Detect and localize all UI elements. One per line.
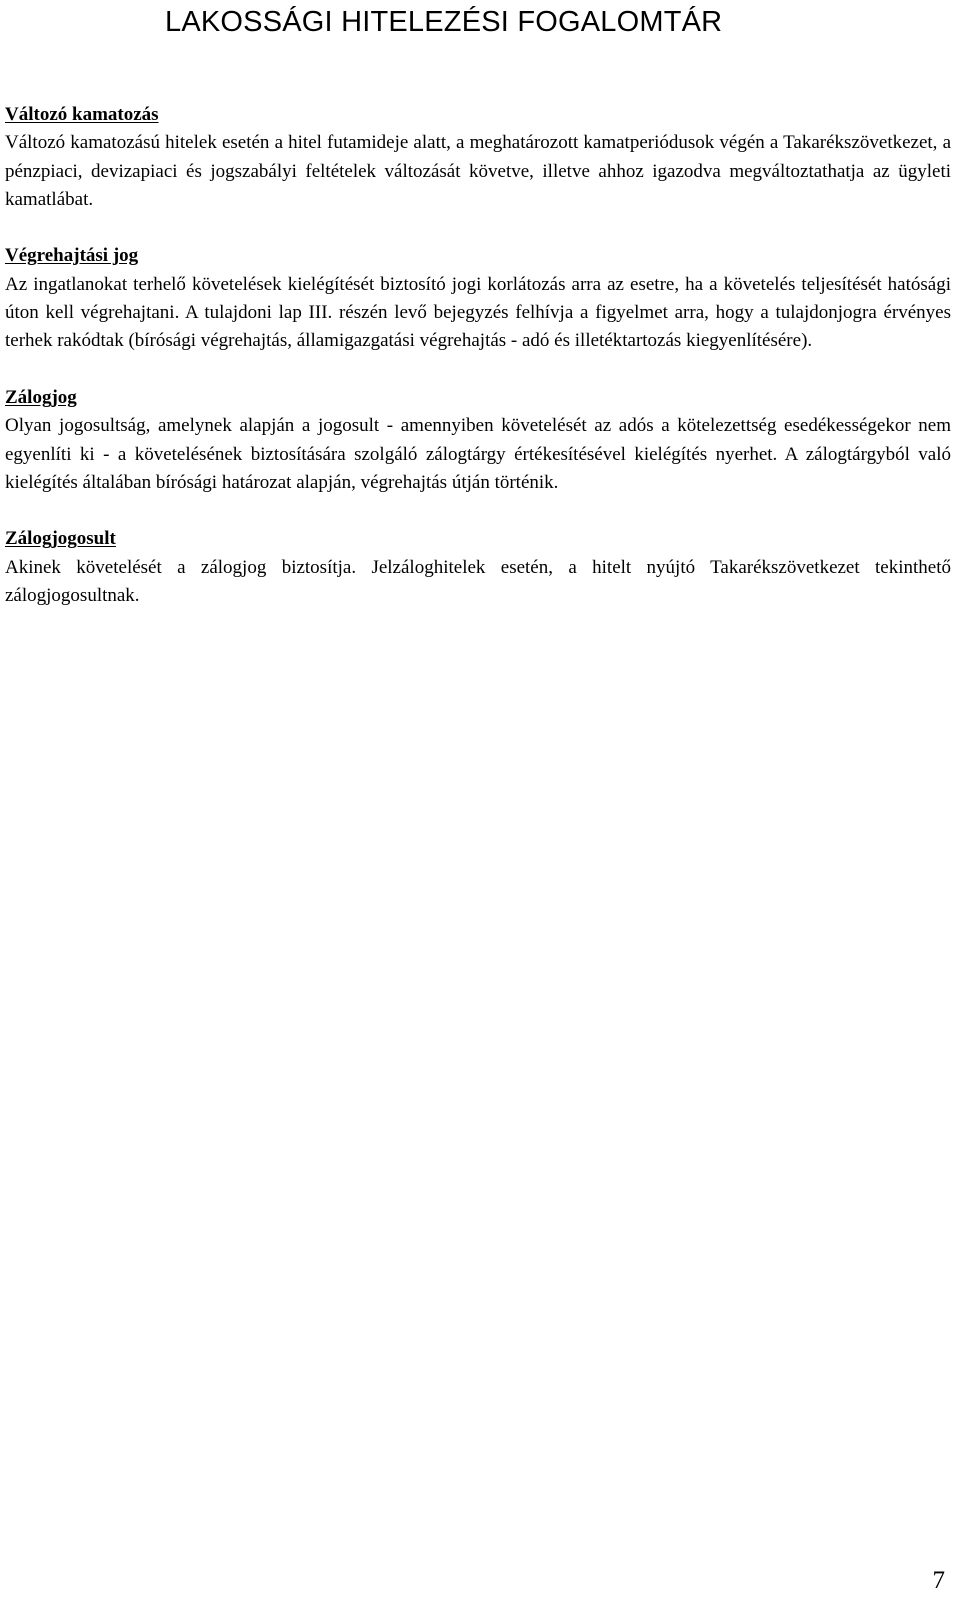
glossary-entry-vegrehajtasi-jog: [5, 242, 951, 355]
page-number: 7: [932, 1567, 945, 1594]
glossary-entry-zalogjog: [5, 384, 951, 497]
glossary-definition: Olyan jogosultság, amelynek alapján a jogosult - amennyiben követelését az adós a kötelezettség esedékességekor nem egyenlíti ki - a követelésének biztosítására szolgáló zálogtárgy értékesítésével kielégítés nyerhet. A zálogtárgyból való kielégítés általában bírósági határozat alapján, végrehajtás útján történik.: [5, 415, 951, 493]
glossary-definition: Az ingatlanokat terhelő követelések kielégítését biztosító jogi korlátozás arra az esetre, ha a követelés teljesítését hatósági úton kell végrehajtani. A tulajdoni lap III. részén levő bejegyzés felhívja a figyelmet arra, hogy a tulajdonjogra érvényes terhek rakódtak (bírósági végrehajtás, államigazgatási végrehajtás - adó és illetéktartozás kiegyenlítésére).: [5, 273, 951, 352]
glossary-entry-valtozo-kamatozas: [5, 101, 951, 214]
glossary-term: Végrehajtási jog: [5, 245, 139, 267]
glossary-definition: Akinek követelését a zálogjog biztosítja. Jelzáloghitelek esetén, a hitelt nyújtó Takarékszövetkezet tekinthető zálogjogosultnak.: [5, 556, 951, 607]
glossary-term: Változó kamatozás: [5, 104, 159, 125]
glossary-entry-zalogjogosult: [5, 525, 951, 610]
glossary-content: [5, 101, 951, 639]
glossary-definition: Változó kamatozású hitelek esetén a hitel futamideje alatt, a meghatározott kamatperiódusok végén a Takarékszövetkezet, a pénzpiaci, devizapiaci és jogszabályi feltételek változását követve, illetve ahhoz igazodva megváltoztathatja az ügyleti kamatlábat.: [5, 132, 951, 210]
glossary-term: Zálogjog: [5, 386, 77, 408]
glossary-term: Zálogjogosult: [5, 528, 116, 550]
document-title: LAKOSSÁGI HITELEZÉSI FOGALOMTÁR: [165, 6, 723, 38]
